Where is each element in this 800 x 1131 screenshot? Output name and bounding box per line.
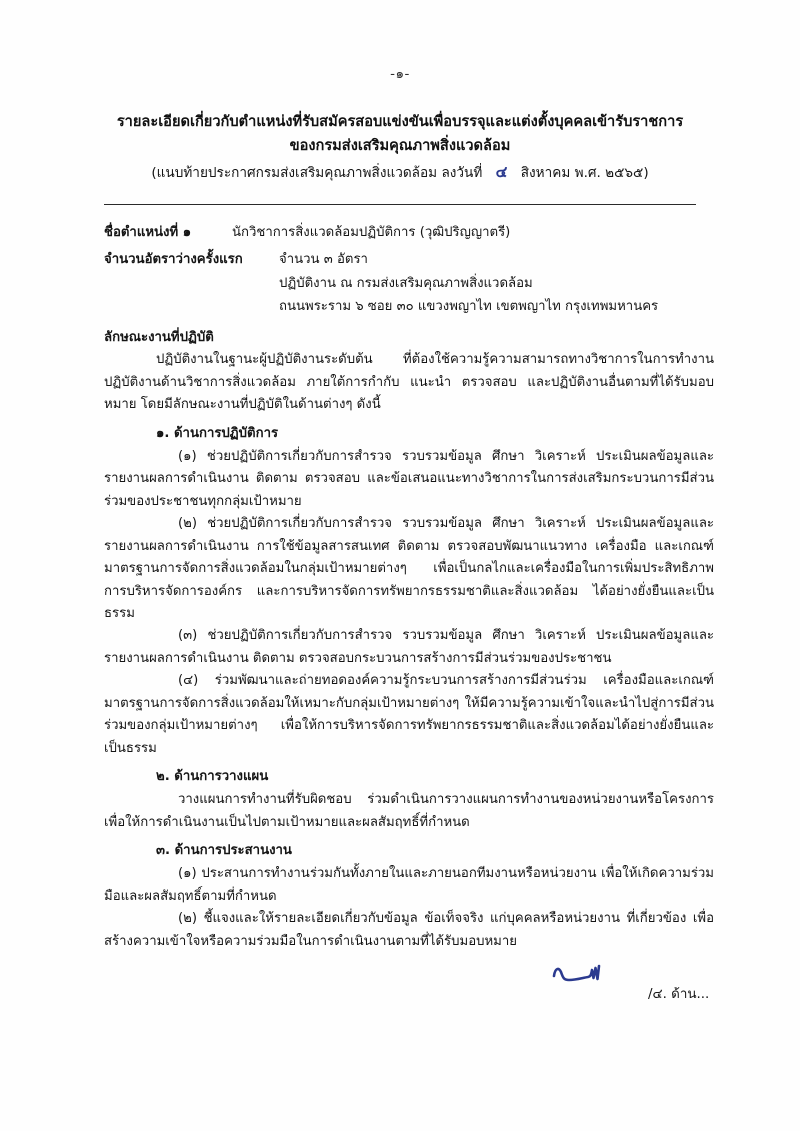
duty-item: (๔) ร่วมพัฒนาและถ่ายทอดองค์ความรู้กระบวนการสร้างการมีส่วนร่วม เครื่องมือและเกณฑ์มาตรฐานการจัดการสิ่งแวดล้อมให้เหมาะกับกลุ่มเป้าหมายต่างๆ ให้มีความรู้ความเข้าใจและนำไปสู่การมีส่วนร่วมของกลุ่มเป้าหมายต่างๆ เพื่อให้การบริหารจัดการทรัพยากรธรรมชาติและสิ่งแวดล้อมได้อย่างยั่งยืนและเป็นธรรม <box>104 673 714 756</box>
workplace-line-2: ถนนพระราม ๖ ซอย ๓๐ แขวงพญาไท เขตพญาไท กรุงเทพมหานคร <box>279 298 659 314</box>
duty-section-heading-3: ๓. ด้านการประสานงาน <box>156 843 292 859</box>
handwritten-signature-icon <box>548 957 618 993</box>
duty-item: (๒) ชี้แจงและให้รายละเอียดเกี่ยวกับข้อมูล ข้อเท็จจริง แก่บุคคลหรือหน่วยงาน ที่เกี่ยวข้อง เพื่อสร้างความเข้าใจหรือความร่วมมือในการดำเนินงานตามที่ได้รับมอบหมาย <box>104 911 714 949</box>
duty-section-heading-1: ๑. ด้านการปฏิบัติการ <box>156 425 279 441</box>
duty-item: วางแผนการทำงานที่รับผิดชอบ ร่วมดำเนินการวางแผนการทำงานของหน่วยงานหรือโครงการ เพื่อให้การดำเนินงานเป็นไปตามเป้าหมายและผลสัมฤทธิ์ที่กำหนด <box>104 792 714 830</box>
duty-section-heading-2: ๒. ด้านการวางแผน <box>156 769 269 785</box>
document-title-line-2: ของกรมส่งเสริมคุณภาพสิ่งแวดล้อม <box>289 136 511 154</box>
handwritten-date-numeral: ๔ <box>495 162 508 182</box>
continuation-marker: /๔. ด้าน... <box>648 987 710 1002</box>
header-divider <box>104 204 696 205</box>
page-footer <box>0 957 800 1027</box>
document-title <box>0 110 800 157</box>
position-name-label: ชื่อตำแหน่งที่ ๑ <box>104 225 192 241</box>
vacancy-count-row <box>104 249 714 271</box>
workplace-line-1: ปฏิบัติงาน ณ กรมส่งเสริมคุณภาพสิ่งแวดล้อม <box>279 276 533 292</box>
duty-item: (๑) ประสานการทำงานร่วมกันทั้งภายในและภายนอกทีมงานหรือหน่วยงาน เพื่อให้เกิดความร่วมมือและผลสัมฤทธิ์ตามที่กำหนด <box>104 866 714 904</box>
duties-heading: ลักษณะงานที่ปฏิบัติ <box>104 330 214 346</box>
duty-item: (๓) ช่วยปฏิบัติการเกี่ยวกับการสำรวจ รวบรวมข้อมูล ศึกษา วิเคราะห์ ประเมินผลข้อมูลและรายงานผลการดำเนินงาน ติดตาม ตรวจสอบกระบวนการสร้างการมีส่วนร่วมของประชาชน <box>104 628 714 666</box>
duties-intro-paragraph: ปฏิบัติงานในฐานะผู้ปฏิบัติงานระดับต้น ที่ต้องใช้ความรู้ความสามารถทางวิชาการในการทำงาน ปฏิบัติงานด้านวิชาการสิ่งแวดล้อม ภายใต้การกำกับ แนะนำ ตรวจสอบ และปฏิบัติงานอื่นตามที่ได้รับมอบหมาย โดยมีลักษณะงานที่ปฏิบัติในด้านต่างๆ ดังนี้ <box>104 352 714 413</box>
vacancy-count-label: จำนวนอัตราว่างครั้งแรก <box>104 252 243 268</box>
document-body <box>0 222 800 953</box>
vacancy-count-value: จำนวน ๓ อัตรา <box>279 252 368 268</box>
position-name-row <box>104 222 714 244</box>
document-subtitle <box>0 160 800 185</box>
workplace-block <box>279 273 714 318</box>
subtitle-prefix: (แนบท้ายประกาศกรมส่งเสริมคุณภาพสิ่งแวดล้อม ลงวันที่ <box>151 165 483 182</box>
subtitle-suffix: สิงหาคม พ.ศ. ๒๕๖๕) <box>520 165 649 182</box>
page-number-marker: -๑- <box>390 66 410 82</box>
duty-item: (๒) ช่วยปฏิบัติการเกี่ยวกับการสำรวจ รวบรวมข้อมูล ศึกษา วิเคราะห์ ประเมินผลข้อมูลและรายงานผลการดำเนินงาน การใช้ข้อมูลสารสนเทศ ติดตาม ตรวจสอบพัฒนาแนวทาง เครื่องมือ และเกณฑ์มาตรฐานการจัดการสิ่งแวดล้อมในกลุ่มเป้าหมายต่างๆ เพื่อเป็นกลไกและเครื่องมือในการเพิ่มประสิทธิภาพการบริหารจัดการองค์กร และการบริหารจัดการทรัพยากรธรรมชาติและสิ่งแวดล้อม ได้อย่างยั่งยืนและเป็นธรรม <box>104 516 714 622</box>
document-title-line-1: รายละเอียดเกี่ยวกับตำแหน่งที่รับสมัครสอบแข่งขันเพื่อบรรจุและแต่งตั้งบุคคลเข้ารับราชการ <box>116 113 684 130</box>
position-name-value: นักวิชาการสิ่งแวดล้อมปฏิบัติการ (วุฒิปริญญาตรี) <box>232 225 511 241</box>
duty-item: (๑) ช่วยปฏิบัติการเกี่ยวกับการสำรวจ รวบรวมข้อมูล ศึกษา วิเคราะห์ ประเมินผลข้อมูลและรายงานผลการดำเนินงาน ติดตาม ตรวจสอบ และข้อเสนอแนะทางวิชาการในการส่งเสริมกระบวนการมีส่วนร่วมของประชาชนทุกกลุ่มเป้าหมาย <box>104 448 714 509</box>
